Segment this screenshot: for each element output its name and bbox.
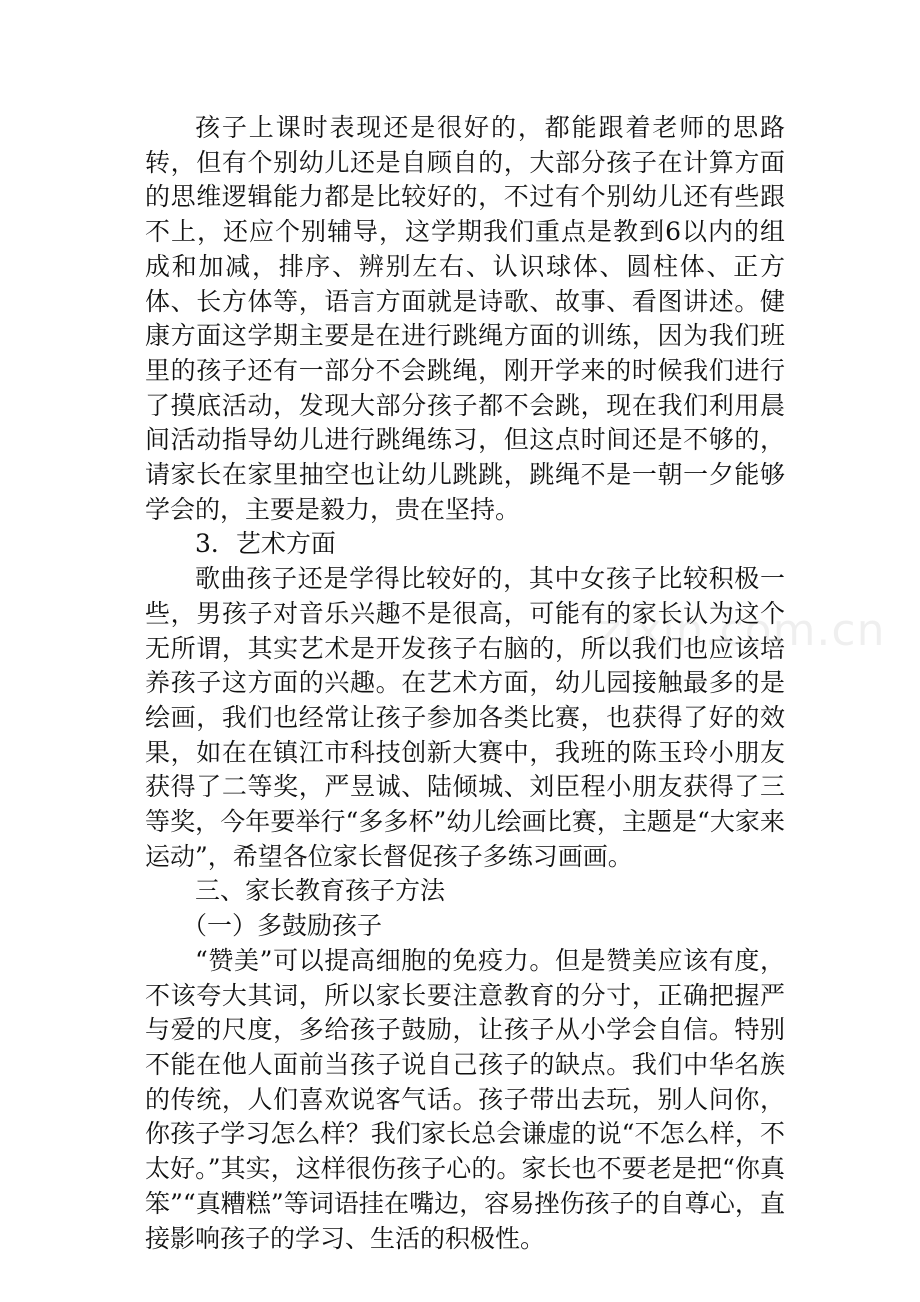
watermark-text: zixin.com.cn bbox=[598, 605, 886, 656]
section-heading-art: 3．艺术方面 bbox=[195, 529, 336, 559]
paragraph-math-health: 孩子上课时表现还是很好的，都能跟着老师的思路转，但有个别幼儿还是自顾自的，大部分孩子在计算方面的思维逻辑能力都是比较好的，不过有个别幼儿还有些跟不上，还应个别辅导，这学期我们重点是教到6以内的组成和加减，排序、辨别左右、认识球体、圆柱体、正方体、长方体等，语言方面就是诗歌、故事、看图讲述。健康方面这学期主要是在进行跳绳方面的训练，因为我们班里的孩子还有一部分不会跳绳，刚开学来的时候我们进行了摸底活动，发现大部分孩子都不会跳，现在我们利用晨间活动指导幼儿进行跳绳练习，但这点时间还是不够的，请家长在家里抽空也让幼儿跳跳，跳绳不是一朝一夕能够学会的，主要是毅力，贵在坚持。 bbox=[145, 113, 785, 524]
document-body bbox=[145, 111, 785, 1256]
paragraph-art: 歌曲孩子还是学得比较好的，其中女孩子比较积极一些，男孩子对音乐兴趣不是很高，可能有的家长认为这个无所谓，其实艺术是开发孩子右脑的，所以我们也应该培养孩子这方面的兴趣。在艺术方面，幼儿园接触最多的是绘画，我们也经常让孩子参加各类比赛，也获得了好的效果，如在在镇江市科技创新大赛中，我班的陈玉玲小朋友获得了二等奖，严昱诚、陆倾城、刘臣程小朋友获得了三等奖，今年要举行“多多杯”幼儿绘画比赛，主题是“大家来运动”，希望各位家长督促孩子多练习画画。 bbox=[145, 564, 785, 871]
section-heading-parenting-methods: 三、家长教育孩子方法 bbox=[195, 876, 446, 906]
subsection-heading-encourage: （一）多鼓励孩子 bbox=[182, 911, 383, 941]
paragraph-encourage: “赞美”可以提高细胞的免疫力。但是赞美应该有度，不该夸大其词，所以家长要注意教育的分寸，正确把握严与爱的尺度，多给孩子鼓励，让孩子从小学会自信。特别不能在他人面前当孩子说自己孩子的缺点。我们中华名族的传统，人们喜欢说客气话。孩子带出去玩，别人问你，你孩子学习怎么样？我们家长总会谦虚的说“不怎么样，不太好。”其实，这样很伤孩子心的。家长也不要老是把“你真笨”“真糟糕”等词语挂在嘴边，容易挫伤孩子的自尊心，直接影响孩子的学习、生活的积极性。 bbox=[145, 945, 785, 1253]
